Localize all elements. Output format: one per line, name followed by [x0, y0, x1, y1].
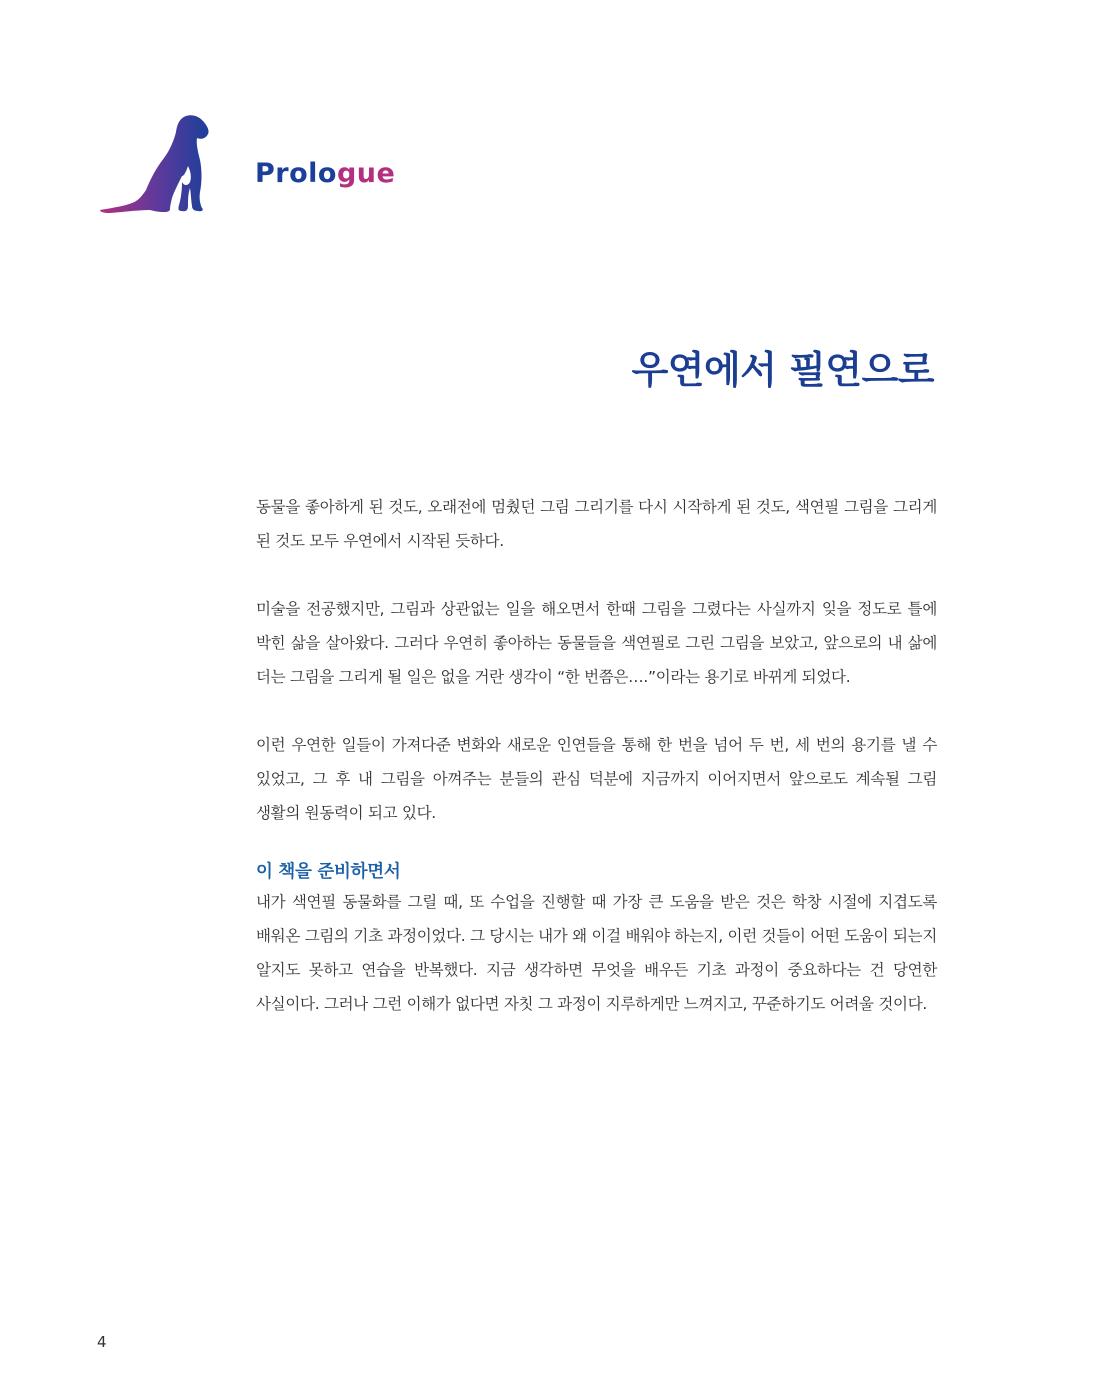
paragraph-2: 미술을 전공했지만, 그림과 상관없는 일을 해오면서 한때 그림을 그렸다는 사실까지 잊을 정도로 틀에 박힌 삶을 살아왔다. 그러다 우연히 좋아하는 동물들을 색연필로 그린 그림을 보았고, 앞으로의 내 삶에 더는 그림을 그리게 될 일은 없을 거란 생각이 “한 번쯤은….”이라는 용기로 바뀌게 되었다. [256, 600, 937, 686]
page-title: 우연에서 필연으로 [631, 348, 934, 392]
sitting-dog-icon [98, 110, 216, 214]
prologue-label [255, 154, 395, 194]
section-heading: 이 책을 준비하면서 [256, 862, 401, 882]
prologue-body [256, 490, 937, 1021]
prologue-header [98, 110, 498, 220]
paragraph-1: 동물을 좋아하게 된 것도, 오래전에 멈췄던 그림 그리기를 다시 시작하게 된 것도, 색연필 그림을 그리게 된 것도 모두 우연에서 시작된 듯하다. [256, 498, 937, 550]
paragraph-3: 이런 우연한 일들이 가져다준 변화와 새로운 인연들을 통해 한 번을 넘어 두 번, 세 번의 용기를 낼 수 있었고, 그 후 내 그림을 아껴주는 분들의 관심 덕분에 지금까지 이어지면서 앞으로도 계속될 그림 생활의 원동력이 되고 있다. [256, 736, 937, 822]
prologue-label-part1: Prolo [255, 158, 337, 189]
section-paragraph: 내가 색연필 동물화를 그릴 때, 또 수업을 진행할 때 가장 큰 도움을 받은 것은 학창 시절에 지겹도록 배워온 그림의 기초 과정이었다. 그 당시는 내가 왜 이걸 배워야 하는지, 이런 것들이 어떤 도움이 되는지 알지도 못하고 연습을 반복했다. 지금 생각하면 무엇을 배우든 기초 과정이 중요하다는 건 당연한 사실이다. 그러나 그런 이해가 없다면 자칫 그 과정이 지루하게만 느껴지고, 꾸준하기도 어려울 것이다. [256, 893, 937, 1013]
page-number: 4 [97, 1333, 107, 1351]
prologue-label-part2: gue [336, 158, 396, 189]
